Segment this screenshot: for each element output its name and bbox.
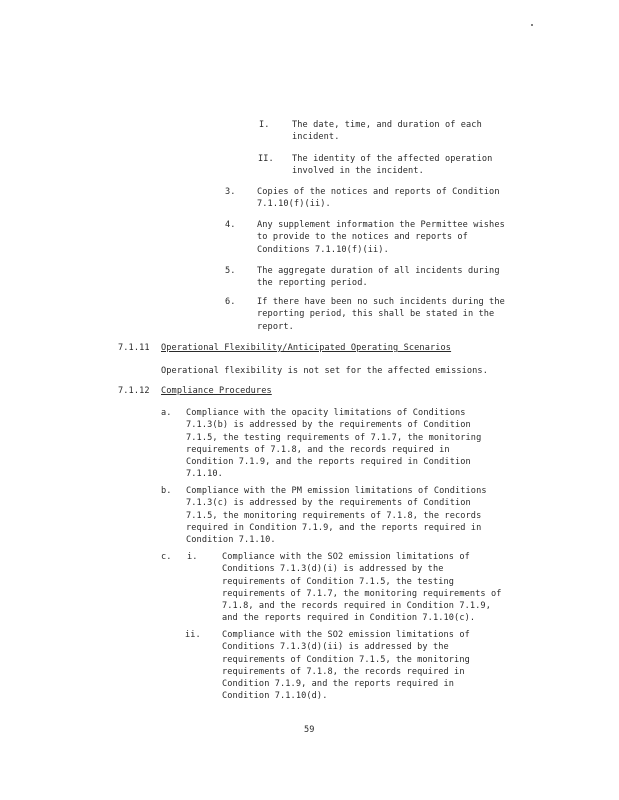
- list-item-marker: 4.: [225, 220, 236, 230]
- list-item-marker: b.: [161, 486, 172, 496]
- list-item-marker: II.: [258, 154, 274, 164]
- list-item-text: Copies of the notices and reports of Condition 7.1.10(f)(ii).: [257, 187, 500, 210]
- list-item-text: The date, time, and duration of each incident.: [292, 120, 482, 143]
- list-item-marker: ii.: [185, 630, 201, 640]
- list-item-text: If there have been no such incidents during the reporting period, this shall be stated in the report.: [257, 297, 505, 332]
- scan-speck: [531, 24, 533, 26]
- list-item-marker: 3.: [225, 187, 236, 197]
- section-number: 7.1.11: [118, 343, 150, 353]
- list-item-marker: i.: [187, 552, 198, 562]
- section-number: 7.1.12: [118, 386, 150, 396]
- list-item-marker: a.: [161, 408, 172, 418]
- list-item-text: The aggregate duration of all incidents during the reporting period.: [257, 266, 500, 289]
- list-item-marker: 5.: [225, 266, 236, 276]
- list-item-text: Compliance with the PM emission limitations of Conditions 7.1.3(c) is addressed by the requirements of Condition 7.1.5, the monitoring requirements of 7.1.8, the records required in Condition 7.1.9, and the reports required in Condition 7.1.10.: [186, 486, 487, 546]
- page-number: 59: [304, 725, 315, 735]
- section-body-text: Operational flexibility is not set for the affected emissions.: [161, 366, 488, 376]
- list-item-text: Any supplement information the Permittee wishes to provide to the notices and reports of Conditions 7.1.10(f)(ii).: [257, 220, 505, 255]
- list-item-marker: 6.: [225, 297, 236, 307]
- list-item-text: Compliance with the SO2 emission limitations of Conditions 7.1.3(d)(ii) is addressed by the requirements of Condition 7.1.5, the monitoring requirements of 7.1.8, the records required in Condition 7.1.9, and the reports required in Condition 7.1.10(d).: [222, 630, 470, 702]
- list-item-text: Compliance with the SO2 emission limitations of Conditions 7.1.3(d)(i) is addressed by the requirements of Condition 7.1.5, the testing requirements of 7.1.7, the monitoring requirements of 7.1.8, and the records required in Condition 7.1.9, and the reports required in Condition 7.1.10(c).: [222, 552, 502, 624]
- list-item-text: Compliance with the opacity limitations of Conditions 7.1.3(b) is addressed by the requirements of Condition 7.1.5, the testing requirements of 7.1.7, the monitoring requirements of 7.1.8, and the records required in Condition 7.1.9, and the reports required in Condition 7.1.10.: [186, 408, 482, 480]
- section-heading: Compliance Procedures: [161, 386, 272, 396]
- list-item-marker: I.: [259, 120, 270, 130]
- section-heading: Operational Flexibility/Anticipated Operating Scenarios: [161, 343, 452, 353]
- list-item-marker: c.: [161, 552, 172, 562]
- list-item-text: The identity of the affected operation involved in the incident.: [292, 154, 493, 177]
